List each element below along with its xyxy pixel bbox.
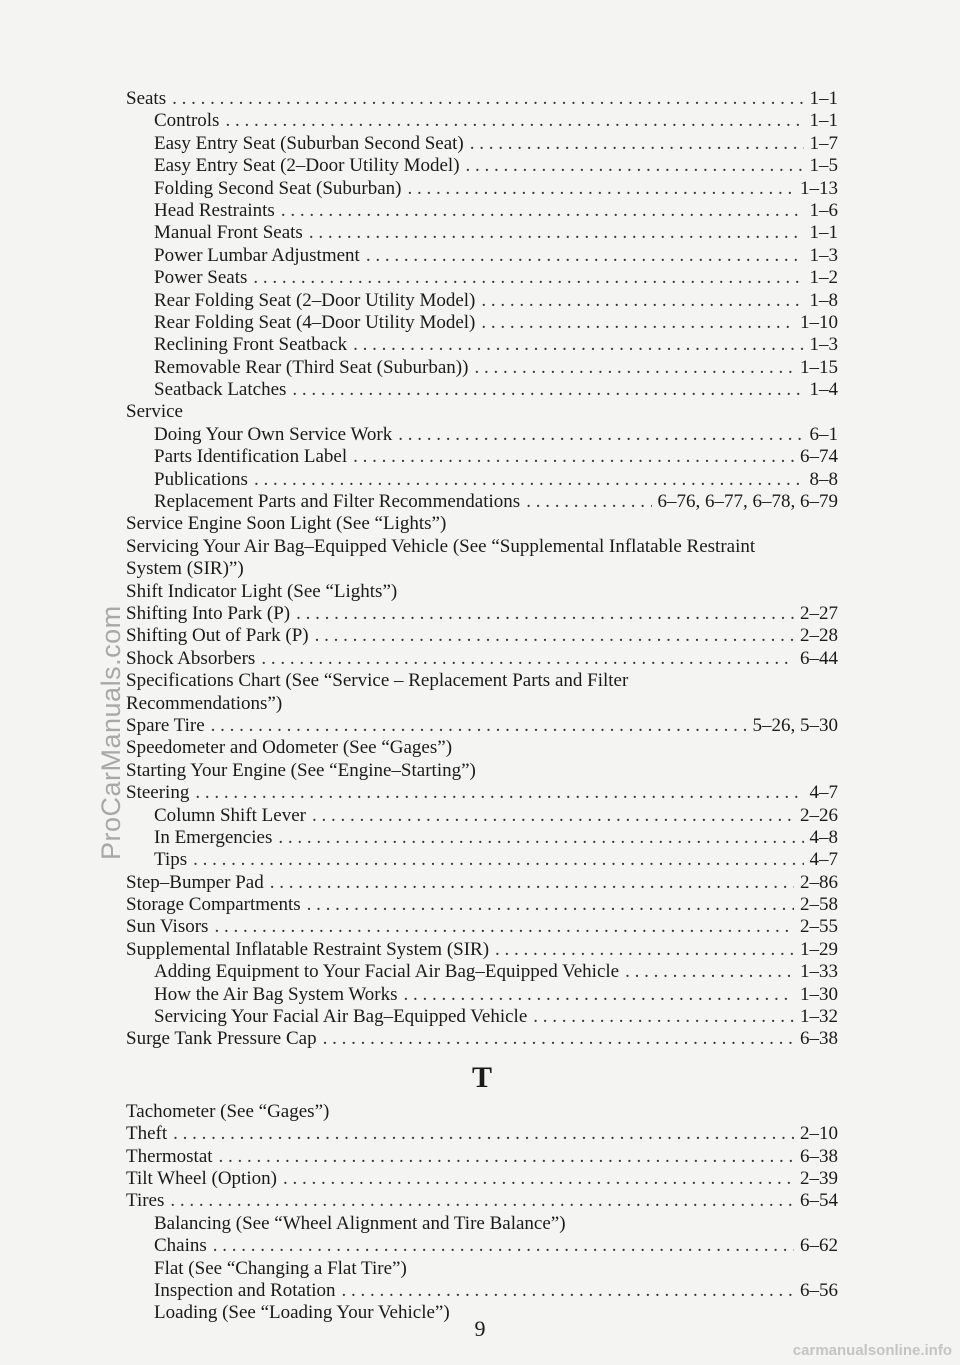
dot-leader (278, 827, 803, 849)
index-entry (126, 379, 838, 401)
index-entry (126, 155, 838, 177)
index-entry-label: Controls (154, 110, 220, 132)
dot-leader (195, 782, 803, 804)
index-entry-page: 1–3 (809, 244, 838, 266)
index-entry-page: 1–2 (809, 267, 838, 289)
index-entry-label: Steering (126, 782, 190, 804)
dot-leader (342, 1280, 794, 1302)
index-entry-label: Reclining Front Seatback (154, 334, 348, 356)
index-entry-label: Tips (154, 849, 188, 871)
corner-watermark: carmanualsonline.info (792, 1342, 952, 1359)
index-entry-label: Speedometer and Odometer (See “Gages”) (126, 737, 453, 759)
index-entry (126, 603, 838, 625)
dot-leader (281, 200, 804, 222)
dot-leader (309, 222, 804, 244)
index-entry-page: 6–38 (800, 1145, 838, 1167)
index-entry-label: Chains (154, 1235, 207, 1257)
dot-leader (481, 312, 794, 334)
index-entry (126, 693, 838, 715)
index-entry (126, 984, 838, 1006)
index-section-t (126, 1101, 838, 1325)
index-entry-label: Shock Absorbers (126, 647, 256, 669)
dot-leader (398, 424, 803, 446)
index-entry-page: 1–1 (809, 110, 838, 132)
dot-leader (270, 872, 794, 894)
index-section-s (126, 88, 838, 1051)
index-entry (126, 536, 838, 558)
index-entry (126, 110, 838, 132)
dot-leader (366, 245, 804, 267)
index-entry-label: System (SIR)”) (126, 558, 244, 580)
dot-leader (219, 1146, 794, 1168)
index-entry-label: Head Restraints (154, 199, 275, 221)
dot-leader (172, 88, 803, 110)
index-entry-label: Publications (154, 468, 248, 490)
index-entry-label: Storage Compartments (126, 894, 301, 916)
index-entry-label: Thermostat (126, 1145, 213, 1167)
index-entry-page: 6–44 (800, 647, 838, 669)
index-entry-page: 2–55 (800, 916, 838, 938)
index-entry-page: 5–26, 5–30 (752, 714, 838, 736)
index-entry (126, 1101, 838, 1123)
index-entry-label: How the Air Bag System Works (154, 983, 398, 1005)
index-entry-label: Tachometer (See “Gages”) (126, 1100, 330, 1122)
dot-leader (404, 984, 794, 1006)
index-entry-label: Shift Indicator Light (See “Lights”) (126, 580, 398, 602)
index-entry-page: 2–58 (800, 894, 838, 916)
dot-leader (315, 625, 794, 647)
index-entry-page: 6–76, 6–77, 6–78, 6–79 (657, 491, 838, 513)
dot-leader (193, 849, 803, 871)
page-number: 9 (474, 1316, 486, 1341)
index-entry (126, 827, 838, 849)
index-entry (126, 401, 838, 423)
index-entry-label: Replacement Parts and Filter Recommendations (154, 491, 521, 513)
index-entry-label: Service Engine Soon Light (See “Lights”) (126, 513, 447, 535)
index-entry (126, 1168, 838, 1190)
dot-leader (466, 155, 804, 177)
index-entry (126, 290, 838, 312)
index-entry (126, 1280, 838, 1302)
index-entry (126, 513, 838, 535)
index-entry (126, 670, 838, 692)
index-entry-label: Sun Visors (126, 916, 209, 938)
index-entry-label: Step–Bumper Pad (126, 871, 264, 893)
dot-leader (526, 491, 651, 513)
index-entry (126, 872, 838, 894)
dot-leader (353, 446, 794, 468)
index-entry (126, 715, 838, 737)
index-entry (126, 894, 838, 916)
index-entry-label: Supplemental Inflatable Restraint System (SIR) (126, 938, 490, 960)
dot-leader (261, 648, 794, 670)
index-entry-label: Shifting Into Park (P) (126, 602, 291, 624)
index-entry (126, 760, 838, 782)
index-entry (126, 222, 838, 244)
index-entry (126, 1213, 838, 1235)
dot-leader (211, 715, 747, 737)
index-entry-page: 1–29 (800, 938, 838, 960)
index-entry-label: Rear Folding Seat (2–Door Utility Model) (154, 289, 476, 311)
index-entry (126, 1006, 838, 1028)
index-entry (126, 245, 838, 267)
index-entry-label: Column Shift Lever (154, 804, 306, 826)
index-entry-label: Doing Your Own Service Work (154, 423, 393, 445)
index-entry-label: Theft (126, 1123, 168, 1145)
index-entry-label: Seats (126, 88, 167, 109)
index-entry-label: Tilt Wheel (Option) (126, 1167, 277, 1189)
index-entry-label: Recommendations”) (126, 692, 283, 714)
index-entry-page: 8–8 (809, 468, 838, 490)
dot-leader (533, 1006, 794, 1028)
index-entry-page: 2–28 (800, 625, 838, 647)
index-entry (126, 1123, 838, 1145)
index-entry-page: 1–4 (809, 379, 838, 401)
index-entry (126, 1028, 838, 1050)
dot-leader (625, 961, 794, 983)
dot-leader (312, 805, 794, 827)
index-entry-page: 1–7 (809, 132, 838, 154)
index-entry-page: 1–8 (809, 289, 838, 311)
index-entry (126, 446, 838, 468)
dot-leader (296, 603, 794, 625)
index-entry-page: 6–62 (800, 1235, 838, 1257)
index-entry-page: 1–15 (800, 356, 838, 378)
index-entry-label: Flat (See “Changing a Flat Tire”) (154, 1257, 407, 1279)
dot-leader (481, 290, 803, 312)
index-entry (126, 88, 838, 110)
dot-leader (292, 379, 803, 401)
index-entry-label: Spare Tire (126, 714, 205, 736)
index-entry-label: Surge Tank Pressure Cap (126, 1028, 317, 1050)
index-entry (126, 334, 838, 356)
index-entry (126, 805, 838, 827)
index-entry-label: Loading (See “Loading Your Vehicle”) (154, 1302, 450, 1324)
index-entry-label: Removable Rear (Third Seat (Suburban)) (154, 356, 469, 378)
index-entry-page: 1–6 (809, 199, 838, 221)
index-entry-page: 1–5 (809, 155, 838, 177)
index-entry-page: 6–56 (800, 1279, 838, 1301)
dot-leader (254, 469, 804, 491)
index-entry-page: 6–38 (800, 1028, 838, 1050)
index-entry-label: Seatback Latches (154, 379, 287, 401)
dot-leader (173, 1123, 794, 1145)
index-entry (126, 648, 838, 670)
index-entry (126, 916, 838, 938)
dot-leader (474, 357, 794, 379)
index-entry-label: Easy Entry Seat (2–Door Utility Model) (154, 155, 460, 177)
index-entry-page: 1–1 (809, 88, 838, 109)
index-entry-page: 1–32 (800, 1006, 838, 1028)
index-entry (126, 581, 838, 603)
index-entry-page: 1–3 (809, 334, 838, 356)
index-entry-page: 1–10 (800, 311, 838, 333)
vertical-watermark: ProCarManuals.com (96, 605, 126, 860)
index-entry-label: Folding Second Seat (Suburban) (154, 177, 402, 199)
index-entry-label: Rear Folding Seat (4–Door Utility Model) (154, 311, 476, 333)
index-entry-page: 6–54 (800, 1190, 838, 1212)
index-list (126, 88, 838, 1325)
index-entry-page: 1–33 (800, 961, 838, 983)
index-entry (126, 133, 838, 155)
dot-leader (495, 939, 794, 961)
dot-leader (353, 334, 803, 356)
index-entry (126, 357, 838, 379)
dot-leader (214, 916, 794, 938)
index-entry-page: 1–30 (800, 983, 838, 1005)
index-entry-label: Shifting Out of Park (P) (126, 625, 309, 647)
index-entry-label: Servicing Your Facial Air Bag–Equipped Vehicle (154, 1006, 528, 1028)
index-entry-label: Power Seats (154, 267, 248, 289)
index-entry (126, 178, 838, 200)
index-entry-page: 4–7 (809, 849, 838, 871)
index-entry (126, 625, 838, 647)
index-entry-label: Specifications Chart (See “Service – Replacement Parts and Filter (126, 670, 629, 692)
index-entry-label: In Emergencies (154, 826, 273, 848)
index-entry-label: Easy Entry Seat (Suburban Second Seat) (154, 132, 464, 154)
index-entry-label: Tires (126, 1190, 165, 1212)
index-entry-page: 4–8 (809, 826, 838, 848)
index-entry (126, 961, 838, 983)
index-entry-page: 6–74 (800, 446, 838, 468)
index-entry-label: Service (126, 401, 183, 423)
index-entry-page: 1–13 (800, 177, 838, 199)
dot-leader (225, 110, 803, 132)
index-entry (126, 1190, 838, 1212)
index-entry (126, 782, 838, 804)
index-entry-label: Inspection and Rotation (154, 1279, 336, 1301)
index-entry (126, 491, 838, 513)
index-entry-label: Servicing Your Air Bag–Equipped Vehicle (See “Supplemental Inflatable Restraint (126, 535, 756, 557)
index-entry-page: 2–86 (800, 871, 838, 893)
index-entry-page: 6–1 (809, 423, 838, 445)
index-entry (126, 849, 838, 871)
dot-leader (213, 1235, 794, 1257)
dot-leader (307, 894, 794, 916)
index-entry-label: Adding Equipment to Your Facial Air Bag–Equipped Vehicle (154, 961, 620, 983)
dot-leader (323, 1028, 794, 1050)
section-letter-t: T (471, 1060, 492, 1094)
dot-leader (170, 1190, 794, 1212)
dot-leader (470, 133, 804, 155)
index-entry-page: 2–26 (800, 804, 838, 826)
dot-leader (408, 178, 794, 200)
index-entry-page: 2–39 (800, 1167, 838, 1189)
index-entry (126, 939, 838, 961)
index-entry (126, 1146, 838, 1168)
index-entry (126, 558, 838, 580)
index-entry-label: Starting Your Engine (See “Engine–Starting”) (126, 759, 476, 781)
dot-leader (253, 267, 803, 289)
index-entry-label: Balancing (See “Wheel Alignment and Tire Balance”) (154, 1212, 566, 1234)
index-entry-label: Parts Identification Label (154, 446, 348, 468)
index-entry-label: Manual Front Seats (154, 222, 303, 244)
dot-leader (283, 1168, 794, 1190)
index-entry-page: 2–27 (800, 602, 838, 624)
index-entry (126, 737, 838, 759)
index-entry (126, 1258, 838, 1280)
index-entry (126, 1235, 838, 1257)
index-entry-page: 2–10 (800, 1123, 838, 1145)
index-entry (126, 424, 838, 446)
index-entry-label: Power Lumbar Adjustment (154, 244, 360, 266)
index-entry (126, 267, 838, 289)
index-entry (126, 469, 838, 491)
index-entry-page: 4–7 (809, 782, 838, 804)
index-entry (126, 200, 838, 222)
index-entry-page: 1–1 (809, 222, 838, 244)
index-entry (126, 312, 838, 334)
